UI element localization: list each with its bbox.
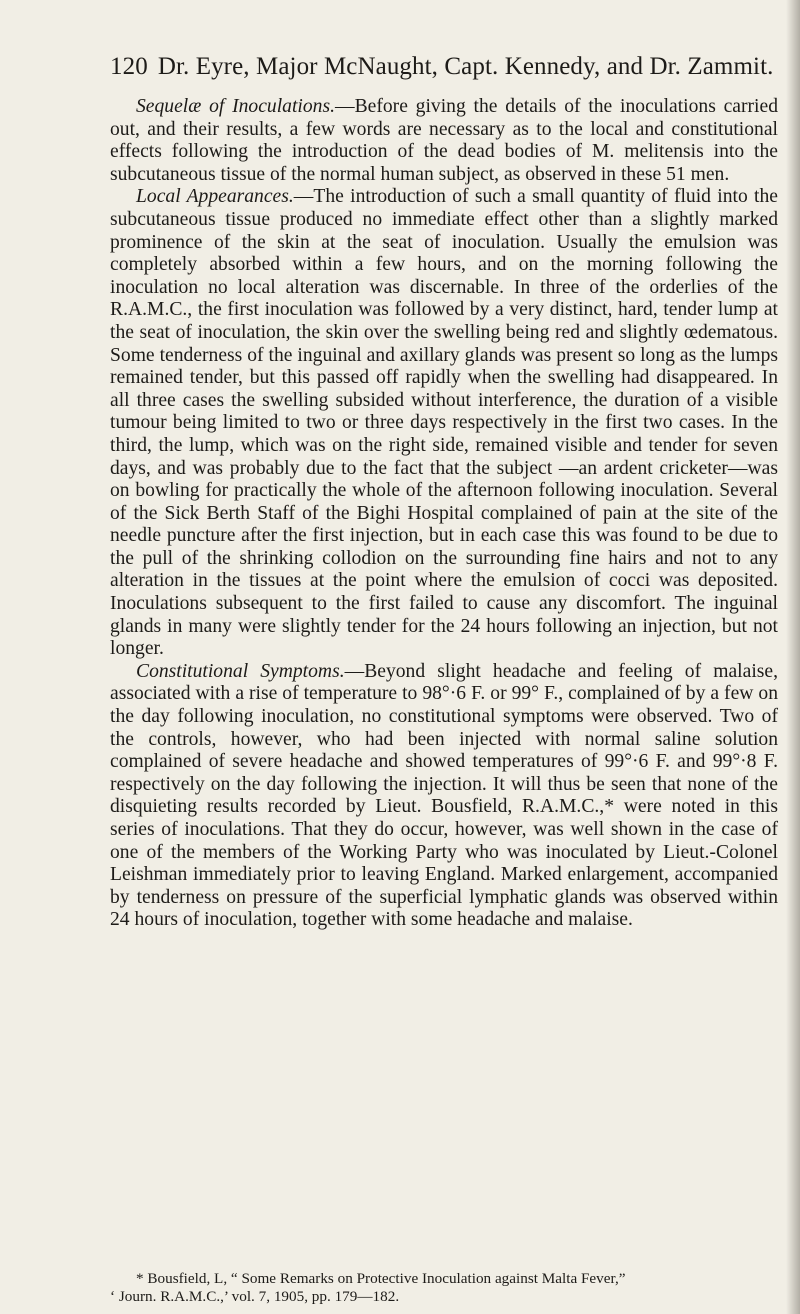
footnote-line-1: * Bousfield, L, “ Some Remarks on Protective Inoculation against Malta Fever,” [136,1270,626,1287]
footnote-line-2: ‘ Journ. R.A.M.C.,’ vol. 7, 1905, pp. 179—182. [110,1288,400,1305]
paragraph-text: —The introduction of such a small quantity of fluid into the subcutaneous tissue produced no immediate effect other than a slightly marked prominence of the skin at the seat of inoculation. Usually the emulsion was completely absorbed within a few hours, and on the morning following the inoculation no local alteration was discernable. In three of the orderlies of the R.A.M.C., the first inoculation was followed by a very distinct, hard, tender lump at the seat of inoculation, the skin over the swelling being red and slightly œdematous. Some tenderness of the inguinal and axillary glands was present so long as the lumps remained tender, but this passed off rapidly when the swelling had disappeared. In all three cases the swelling subsided without interference, the duration of a visible tumour being limited to two or three days respectively in the first two cases. In the third, the lump, which was on the right side, remained visible and tender for seven days, and was probably due to the fact that the subject —an ardent cricketer—was on bowling for practically the whole of the afternoon following inoculation. Several of the Sick Berth Staff of the Bighi Hospital complained of pain at the site of the needle puncture after the first injection, but in each case this was found to be due to the pull of the shrinking collodion on the surrounding fine hairs and not to any alteration in the tissues at the point where the emulsion of cocci was deposited. Inoculations subsequent to the first failed to cause any discomfort. The inguinal glands in many were slightly tender for the 24 hours following an injection, but not longer. [110,186,778,660]
paragraph-local-appearances [110,186,778,660]
footnote [110,1270,778,1306]
paragraph-sequelae [110,96,778,186]
paragraph-text: —Before giving the details of the inoculations carried out, and their results, a few words are necessary as to the local and constitutional effects following the introduction of the dead bodies of M. melitensis into the subcutaneous tissue of the normal human subject, as observed in these 51 men. [110,96,778,185]
paragraph-text: —Beyond slight headache and feeling of malaise, associated with a rise of temperature to 98°·6 F. or 99° F., complained of by a few on the day following inoculation, no constitutional symptoms were observed. Two of the controls, however, who had been injected with normal saline solution complained of severe headache and showed temperatures of 99°·6 F. and 99°·8 F. respectively on the day following the injection. It will thus be seen that none of the disquieting results recorded by Lieut. Bousfield, R.A.M.C.,* were noted in this series of inoculations. That they do occur, however, was well shown in the case of one of the members of the Working Party who was inoculated by Lieut.-Colonel Leishman immediately prior to leaving England. Marked enlargement, accompanied by tenderness on pressure of the superficial lymphatic glands was observed within 24 hours of inoculation, together with some headache and malaise. [110,660,778,931]
page-header-authors: Dr. Eyre, Major McNaught, Capt. Kennedy, and Dr. Zammit. [157,53,774,80]
running-head [110,52,775,82]
body-text [110,96,778,932]
page-number: 120 [110,53,148,80]
section-heading: Local Appearances. [136,186,294,208]
page-edge-shadow [786,0,800,1314]
paragraph-constitutional-symptoms [110,661,778,932]
section-heading: Constitutional Symptoms. [136,660,345,682]
section-heading: Sequelæ of Inoculations. [136,96,335,117]
